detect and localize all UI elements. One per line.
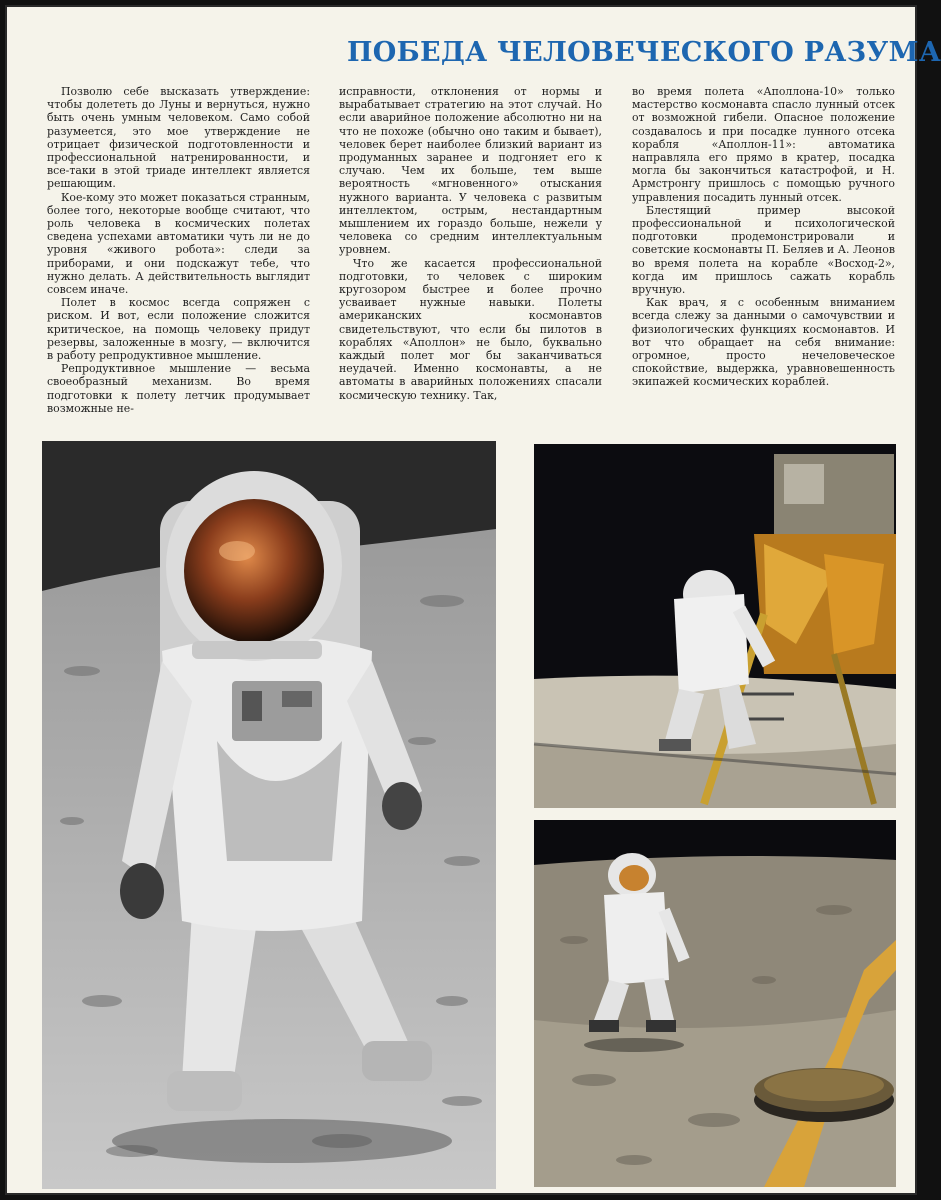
article-body (47, 85, 895, 415)
text-column-2 (339, 85, 602, 402)
paragraph: Позволю себе высказать утверждение: чтобы долететь до Луны и вернуться, нужно быть очень умным человеком. Само собой разумеется, это мое утверждение не отрицает физической подготовленности и профессиональной натренированности, и все-таки в этой триаде интеллект является решающим. (47, 85, 310, 191)
paragraph: Что же касается профессиональной подготовки, то человек с широким кругозором быстрее и более прочно усваивает нужные навыки. Полеты американских космонавтов свидетельствуют, что если бы пилотов в кораблях «Аполлон» не было, буквально каждый полет мог бы заканчиваться неудачей. Именно космонавты, а не автоматы в аварийных положениях спасали космическую технику. Так, (339, 256, 602, 402)
astronaut-portrait-photo (42, 441, 496, 1189)
paragraph: Блестящий пример высокой профессиональной и психологической подготовки продемонстрировали и советские космонавты П. Беляев и А. Леонов во время полета на корабле «Восход-2», когда им пришлось сажать корабль вручную. (632, 203, 895, 297)
magazine-page (5, 5, 941, 1195)
article-title: ПОБЕДА ЧЕЛОВЕЧЕСКОГО РАЗУМА (347, 37, 941, 68)
text-column-1 (47, 85, 310, 415)
lunar-module-descent-photo (534, 444, 896, 808)
paragraph: Полет в космос всегда сопряжен с риском. И вот, если положение сложится критическое, на помощь человеку придут резервы, заложенные в мозгу, — включится в работу репродуктивное мышление. (47, 296, 310, 363)
astronaut-moonwalk-photo (534, 820, 896, 1187)
paragraph: Репродуктивное мышление — весьма своеобразный механизм. Во время подготовки к полету летчик продумывает возможные не- (47, 362, 310, 415)
paragraph: во время полета «Аполлона-10» только мастерство космонавта спасло лунный отсек от возможной гибели. Опасное положение создавалось и при посадке лунного отсека корабля «Аполлон-11»: автоматика направляла его прямо в кратер, посадка могла бы закончиться катастрофой, и Н. Армстронгу пришлось с помощью ручного управления посадить лунный отсек. (632, 85, 895, 204)
paragraph: исправности, отклонения от нормы и вырабатывает стратегию на этот случай. Но если аварийное положение абсолютно ни на что не похоже (обычно оно таким и бывает), человек берет наиболее близкий вариант из продуманных заранее и подгоняет его к случаю. Чем их больше, тем выше вероятность «мгновенного» отыскания нужного варианта. У человека с развитым интеллектом, острым, нестандартным мышлением их гораздо больше, нежели у человека со средним интеллектуальным уровнем. (339, 85, 602, 257)
paragraph: Как врач, я с особенным вниманием всегда слежу за данными о самочувствии и физиологических функциях космонавтов. И вот что обращает на себя внимание: огромное, просто нечеловеческое спокойствие, выдержка, уравновешенность экипажей космических кораблей. (632, 296, 895, 389)
text-column-3 (632, 85, 895, 389)
paragraph: Кое-кому это может показаться странным, более того, некоторые вообще считают, что роль человека в космических полетах сведена успехами автоматики чуть ли не до уровня «живого робота»: следи за приборами, и они подскажут тебе, что нужно делать. А действительность выглядит совсем иначе. (47, 190, 310, 297)
